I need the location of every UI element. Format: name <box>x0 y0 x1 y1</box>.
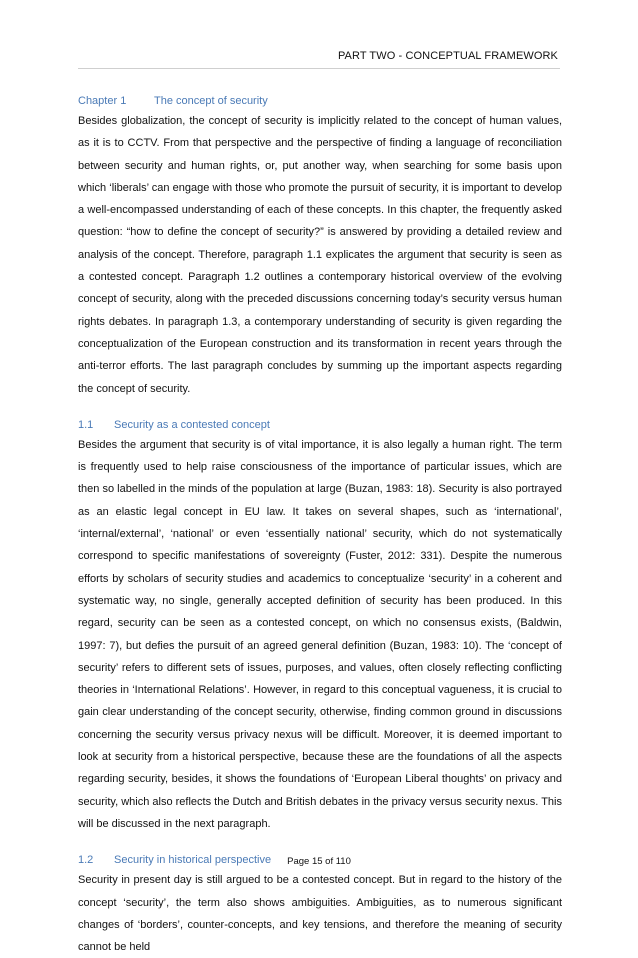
running-header: PART TWO - CONCEPTUAL FRAMEWORK <box>337 50 558 62</box>
section-paragraph-1-1: Besides the argument that security is of vital importance, it is also legally a human right. The term is frequently used to help raise consciousness of the importance of particular issues, which are then so labelled in the minds of the population at large (Buzan, 1983: 18). Security is also portrayed as an elastic legal concept in EU law. It takes on several shapes, such as ‘international’, ‘internal/external’, ‘national’ or even ‘essentially national’ security, which do not systematically correspond to specific manifestations of sovereignty (Fuster, 2012: 331). Despite the numerous efforts by scholars of security studies and academics to conceptualize ‘security’ in a coherent and systematic way, no single, generally accepted definition of security has been produced. In this regard, security can be seen as a contested concept, on which no consensus exists, (Baldwin, 1997: 7), but defies the pursuit of an agreed general definition (Buzan, 1983: 10). The ‘concept of security’ refers to different sets of issues, purposes, and values, often closely reflecting conflicting theories in ‘International Relations’. However, in regard to this conceptual vagueness, it is crucial to gain clear understanding of the concept security, otherwise, finding common ground in discussions concerning the security versus privacy nexus will be difficult. Moreover, it is deemed important to look at security from a historical perspective, because these are the foundations of all the aspects regarding security, besides, it shows the foundations of ‘European Liberal thoughts’ on privacy and security, which also reflects the Dutch and British debates in the privacy versus security nexus. This will be discussed in the next paragraph. <box>78 438 562 830</box>
chapter-intro-paragraph: Besides globalization, the concept of security is implicitly related to the concept of human values, as it is to CCTV. From that perspective and the perspective of finding a language of reconciliation between security and human rights, or, put another way, when searching for some basis upon which ‘liberals’ can engage with those who promote the pursuit of security, it is important to develop a well-encompassed understanding of each of these concepts. In this chapter, the frequently asked question: “how to define the concept of security?” is answered by providing a detailed review and analysis of the concept. Therefore, paragraph 1.1 explicates the argument that security is seen as a contested concept. Paragraph 1.2 outlines a contemporary historical overview of the evolving concept of security, along with the preceded discussions concerning today’s security versus human rights debates. In paragraph 1.3, a contemporary understanding of security is given regarding the conceptualization of the European construction and its transformation in recent years through the anti-terror efforts. The last paragraph concludes by summing up the important aspects regarding the concept of security. <box>78 115 562 395</box>
page-content <box>78 92 562 958</box>
chapter-number: Chapter 1 <box>78 95 127 107</box>
section-paragraph-1-2: Security in present day is still argued to be a contested concept. But in regard to the history of the concept ‘security’, the term also shows ambiguities. Ambiguities, as to numerous significant changes of ‘borders’, counter-concepts, and key tensions, and therefore the meaning of security cannot be held <box>78 874 562 954</box>
chapter-title: The concept of security <box>154 95 268 107</box>
section-heading-1-1 <box>78 416 562 434</box>
section-title: Security in historical perspective <box>114 854 272 867</box>
section-number: 1.2 <box>78 854 94 867</box>
section-gap <box>78 835 562 851</box>
section-gap <box>78 400 562 416</box>
page-number-footer: Page 15 of 110 <box>287 856 351 867</box>
header-rule <box>78 68 560 69</box>
chapter-heading <box>78 92 562 110</box>
section-number: 1.1 <box>78 418 94 431</box>
section-title: Security as a contested concept <box>114 418 270 431</box>
